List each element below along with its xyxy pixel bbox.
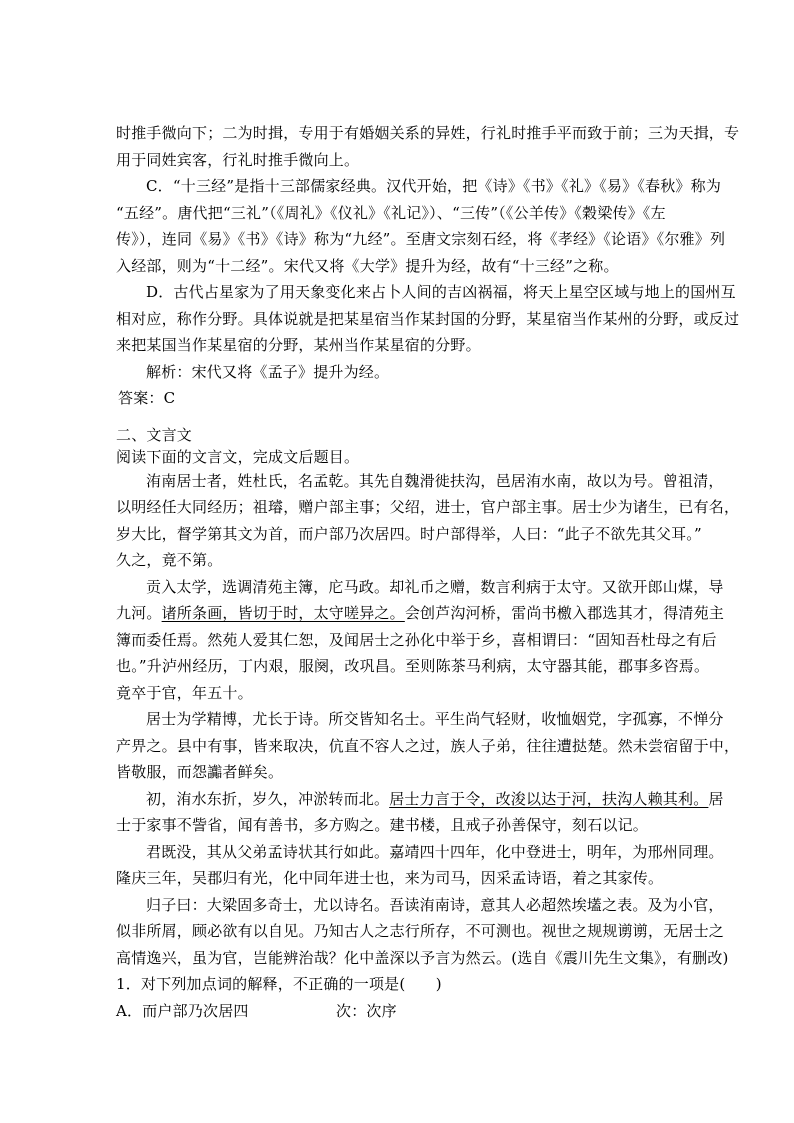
question-1-option-a [116, 998, 676, 1025]
underlined-sentence: 居士力言于令，改浚以达于河，扶沟人赖其利。 [389, 789, 709, 808]
passage-text: 初，洧水东折，岁久，冲淤转而北。 [146, 789, 390, 808]
passage-text: 居 [708, 789, 724, 808]
passage-line: 士于家事不訾省，闻有善书，多方购之。建书楼，且戒子孙善保守，刻石以记。 [116, 816, 649, 834]
passage-line: 簿而委任焉。然苑人爱其仁恕，及闻居士之孙化中举于乡，喜相谓曰：“固知吾杜母之有后 [116, 630, 717, 649]
spacer [116, 412, 676, 424]
option-a-explanation: 次：次序 [336, 1001, 397, 1020]
question-1: 1．对下列加点词的解释，不正确的一项是( ) [116, 975, 442, 993]
text-line: 用于同姓宾客，行礼时推手微向上。 [116, 150, 360, 169]
underlined-sentence: 诸所条画，皆切于时，太守嗟异之。 [161, 604, 405, 622]
passage-line: 竟卒于官，年五十。 [116, 683, 253, 702]
passage-line [116, 600, 725, 627]
option-c-line: 入经部，则为“十二经”。宋代又将《大学》提升为经，故有“十三经”之称。 [116, 256, 619, 275]
option-d-line: D．古代占星家为了用天象变化来占卜人间的吉凶祸福，将天上星空区域与地上的国州互 [146, 283, 736, 301]
passage-line: 也。”升泸州经历，丁内艰，服阕，改巩昌。至则陈茶马利病，太守器其能，郡事多咨焉。 [116, 657, 710, 675]
passage-line: 产畀之。县中有事，皆来取决，伉直不容人之过，族人子弟，往往遭挞楚。然未尝宿留于中， [116, 736, 740, 755]
passage-line [116, 786, 724, 813]
option-d-line: 相对应，称作分野。具体说就是把某星宿当作某封国的分野，某星宿当作某州的分野，或反过 [116, 309, 740, 328]
instruction-text: 阅读下面的文言文，完成文后题目。 [116, 447, 360, 466]
passage-line: 岁大比，督学第其文为首，而户部乃次居四。时户部得举，人曰：“此子不欲先其父耳。” [116, 524, 702, 543]
passage-line: 洧南居士者，姓杜氏，名孟乾。其先自魏滑徙扶沟，邑居洧水南，故以为号。曾祖清， [146, 471, 724, 490]
text-line: 时推手微向下；二为时揖，专用于有婚姻关系的异姓，行礼时推手平而致于前；三为天揖，专 [116, 124, 740, 142]
passage-line: 居士为学精博，尤长于诗。所交皆知名士。平生尚气轻财，收恤姻党，字孤寡，不惮分 [146, 710, 724, 728]
passage-text: 会创芦沟河桥，雷尚书檄入郡选其才，得清苑主 [404, 604, 725, 622]
passage-line: 似非所屑，顾必欲有以自见。乃知古人之志行所存，不可测也。视世之规规谫谫，无居士之 [116, 922, 725, 940]
option-c-line: C．“十三经”是指十三部儒家经典。汉代开始，把《诗》《书》《礼》《易》《春秋》称为 [146, 177, 722, 195]
option-a-sentence: A．而户部乃次居四 [116, 1001, 249, 1020]
passage-text: 九河。 [116, 604, 162, 622]
passage-line: 君既没，其从父弟孟诗状其行如此。嘉靖四十四年，化中登进士，明年，为邢州同理。 [146, 842, 724, 861]
option-c-line: 传》），连同《易》《书》《诗》称为“九经”。至唐文宗刻石经，将《孝经》《论语》《尔雅》列 [116, 230, 726, 248]
passage-line: 贡入太学，选调清苑主簿，庀马政。却礼币之赠，数言利病于太守。又欲开郎山煤，导 [146, 577, 724, 596]
option-c-line: “五经”。唐代把“三礼”（《周礼》《仪礼》《礼记》）、“三传”（《公羊传》《穀梁传》《左 [116, 203, 666, 222]
passage-line: 久之，竟不第。 [116, 551, 223, 569]
passage-line: 高情逸兴，虽为官，岂能辨治哉？化中盖深以予言为然云。(选自《震川先生文集》，有删改) [116, 948, 729, 967]
option-d-line: 来把某国当作某星宿的分野，某州当作某星宿的分野。 [116, 336, 481, 354]
passage-line: 归子曰：大梁固多奇士，尤以诗名。吾读洧南诗，意其人必超然埃壒之表。及为小官， [146, 895, 724, 914]
passage-line: 隆庆三年，吴郡归有光，化中同年进士也，来为司马，因采孟诗语，着之其家传。 [116, 869, 664, 887]
passage-line: 皆敬服，而怨讟者鲜矣。 [116, 763, 284, 781]
document-page [116, 120, 740, 1024]
analysis-text: 解析：宋代又将《孟子》提升为经。 [146, 362, 390, 381]
passage-line: 以明经任大同经历；祖璿，赠户部主事；父绍，进士，官户部主事。居士少为诸生，已有名， [116, 498, 740, 516]
answer-text: 答案：C [118, 389, 176, 407]
section-title: 二、文言文 [116, 425, 193, 444]
